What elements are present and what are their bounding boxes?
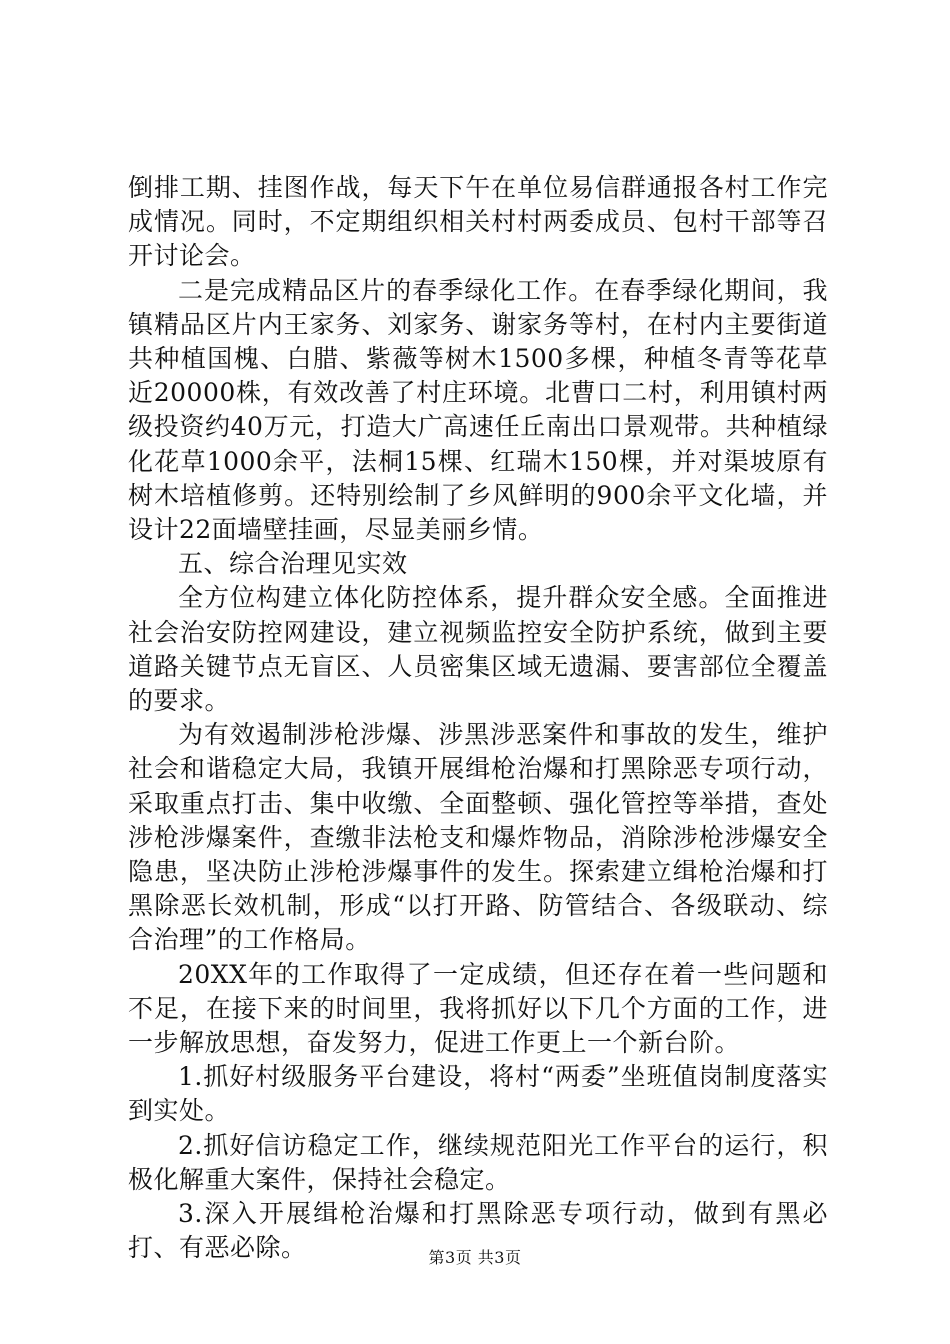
paragraph-prevention-system: 全方位构建立体化防控体系，提升群众安全感。全面推进社会治安防控网建设，建立视频监控安全防护系统，做到主要道路关键节点无盲区、人员密集区域无遗漏、要害部位全覆盖的要求。 [128,583,828,716]
document-body [128,171,828,1266]
page-footer: 第3页 共3页 [428,1248,522,1267]
section-heading-comprehensive-governance: 五、综合治理见实效 [178,549,408,579]
paragraph-greening: 二是完成精品区片的春季绿化工作。在春季绿化期间，我镇精品区片内王家务、刘家务、谢家务等村，在村内主要街道共种植国槐、白腊、紫薇等树木1500多棵，种植冬青等花草近20000株，有效改善了村庄环境。北曹口二村，利用镇村两级投资约40万元，打造大广高速任丘南出口景观带。共种植绿化花草1000余平，法桐15棵、红瑞木150棵，并对渠坡原有树木培植修剪。还特别绘制了乡风鲜明的900余平文化墙，并设计22面墙壁挂画，尽显美丽乡情。 [128,275,828,545]
list-item-2: 2.抓好信访稳定工作，继续规范阳光工作平台的运行，积极化解重大案件，保持社会稳定。 [128,1130,828,1194]
paragraph-continuation: 倒排工期、挂图作战，每天下午在单位易信群通报各村工作完成情况。同时，不定期组织相关村村两委成员、包村干部等召开讨论会。 [128,173,828,271]
list-item-3: 3.深入开展缉枪治爆和打黑除恶专项行动，做到有黑必打、有恶必除。 [128,1199,828,1263]
paragraph-special-action: 为有效遏制涉枪涉爆、涉黑涉恶案件和事故的发生，维护社会和谐稳定大局，我镇开展缉枪治爆和打黑除恶专项行动，采取重点打击、集中收缴、全面整顿、强化管控等举措，查处涉枪涉爆案件，查缴非法枪支和爆炸物品，消除涉枪涉爆安全隐患，坚决防止涉枪涉爆事件的发生。探索建立缉枪治爆和打黑除恶长效机制，形成“以打开路、防管结合、各级联动、综合治理”的工作格局。 [128,720,828,955]
paragraph-summary: 20XX年的工作取得了一定成绩，但还存在着一些问题和不足，在接下来的时间里，我将抓好以下几个方面的工作，进一步解放思想，奋发努力，促进工作更上一个新台阶。 [128,959,828,1058]
list-item-1: 1.抓好村级服务平台建设，将村“两委”坐班值岗制度落实到实处。 [128,1062,828,1126]
